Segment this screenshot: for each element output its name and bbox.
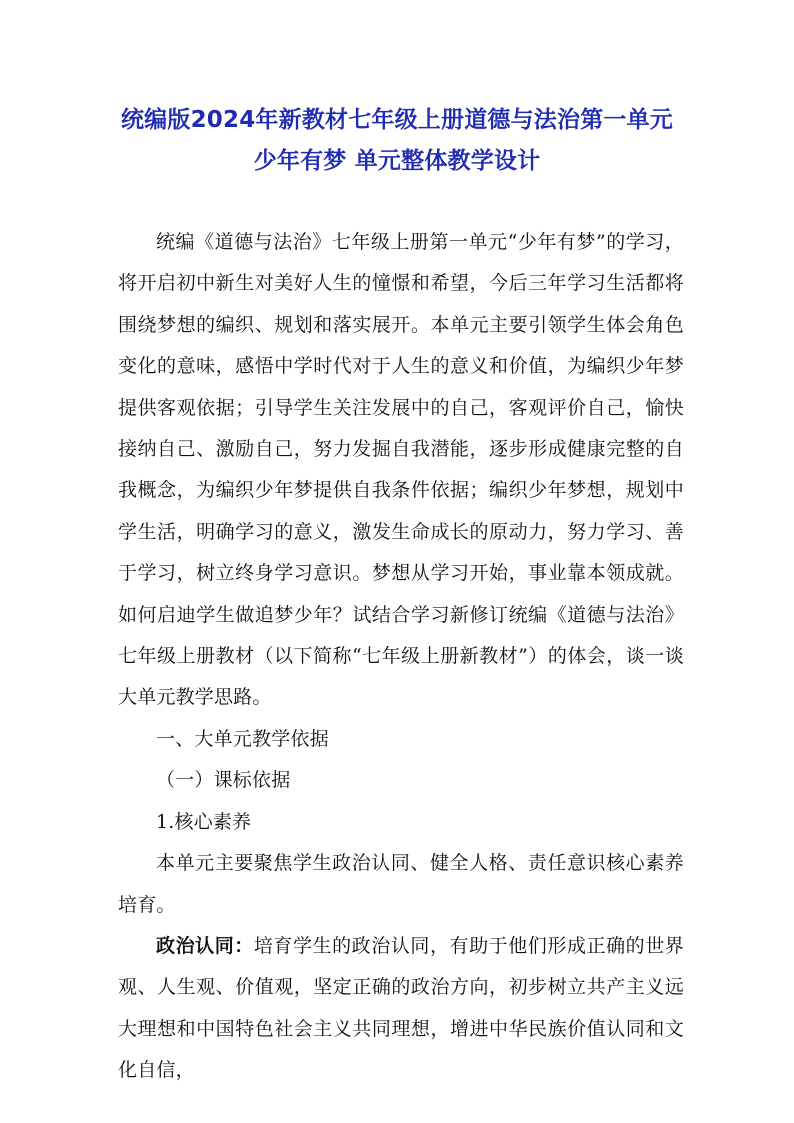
item-heading: 1.核心素养 [156,810,252,833]
document-title: 统编版2024年新教材七年级上册道德与法治第一单元 少年有梦 单元整体教学设计 [120,107,673,174]
subsection-heading: （一）课标依据 [156,769,291,792]
political-identity-paragraph [118,926,684,1092]
section-heading: 一、大单元教学依据 [156,727,329,750]
core-literacy-paragraph: 本单元主要聚焦学生政治认同、健全人格、责任意识核心素养培育。 [118,852,684,916]
political-identity-text: 培育学生的政治认同，有助于他们形成正确的世界观、人生观、价值观，坚定正确的政治方向，初步树立共产主义远大理想和中国特色社会主义共同理想，增进中华民族价值认同和文化自信， [118,934,684,1082]
political-identity-lead: 政治认同： [156,934,254,957]
document-body [118,222,684,1092]
intro-paragraph: 统编《道德与法治》七年级上册第一单元“少年有梦”的学习，将开启初中新生对美好人生的憧憬和希望，今后三年学习生活都将围绕梦想的编织、规划和落实展开。本单元主要引领学生体会角色变化的意味，感悟中学时代对于人生的意义和价值，为编织少年梦提供客观依据；引导学生关注发展中的自己，客观评价自己，愉快接纳自己、激励自己，努力发掘自我潜能，逐步形成健康完整的自我概念，为编织少年梦提供自我条件依据；编织少年梦想，规划中学生活，明确学习的意义，激发生命成长的原动力，努力学习、善于学习，树立终身学习意识。梦想从学习开始，事业靠本领成就。如何启迪学生做追梦少年？试结合学习新修订统编《道德与法治》七年级上册教材（以下简称“七年级上册新教材”）的体会，谈一谈大单元教学思路。 [118,231,684,709]
